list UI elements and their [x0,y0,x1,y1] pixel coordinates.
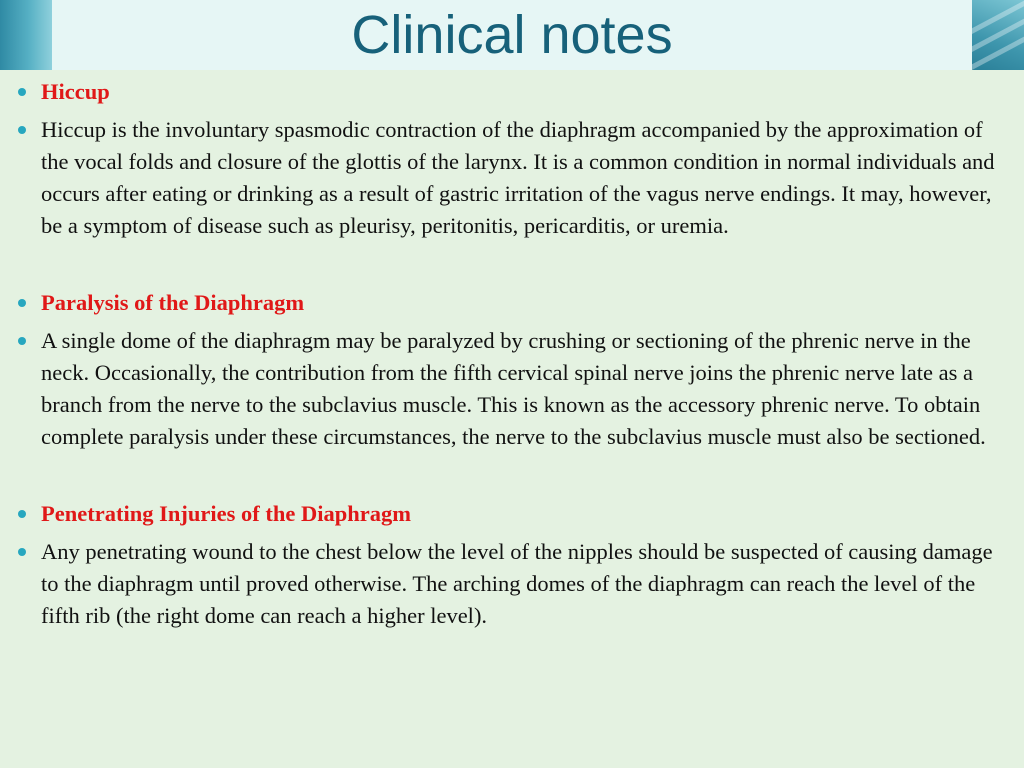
slide-content [18,76,1010,638]
section-body-paralysis [18,325,1010,453]
section-heading-penetrating-injuries [18,498,1010,530]
bullet-icon [18,510,26,518]
slide-title: Clinical notes [351,5,673,65]
bullet-icon [18,88,26,96]
bullet-icon [18,337,26,345]
section-body-text: Any penetrating wound to the chest below the level of the nipples should be suspected of causing damage to the diaphragm until proved otherwise. The arching domes of the diaphragm can reach the level of the fifth rib (the right dome can reach a higher level). [41,539,993,628]
section-heading-text: Paralysis of the Diaphragm [41,290,305,315]
bullet-icon [18,548,26,556]
bullet-icon [18,126,26,134]
bullet-list [18,76,1010,632]
section-heading-hiccup [18,76,1010,108]
section-body-text: A single dome of the diaphragm may be paralyzed by crushing or sectioning of the phrenic nerve in the neck. Occasionally, the contribution from the fifth cervical spinal nerve joins the phrenic nerve late as a branch from the nerve to the subclavius muscle. This is known as the accessory phrenic nerve. To obtain complete paralysis under these circumstances, the nerve to the subclavius muscle must also be sectioned. [41,328,986,449]
section-heading-text: Hiccup [41,79,110,104]
section-body-text: Hiccup is the involuntary spasmodic contraction of the diaphragm accompanied by the approximation of the vocal folds and closure of the glottis of the larynx. It is a common condition in normal individuals and occurs after eating or drinking as a result of gastric irritation of the vagus nerve endings. It may, however, be a symptom of disease such as pleurisy, peritonitis, pericarditis, or uremia. [41,117,995,238]
section-heading-paralysis [18,287,1010,319]
bullet-icon [18,299,26,307]
section-body-penetrating-injuries [18,536,1010,632]
title-band [0,0,1024,70]
section-body-hiccup [18,114,1010,242]
section-heading-text: Penetrating Injuries of the Diaphragm [41,501,411,526]
